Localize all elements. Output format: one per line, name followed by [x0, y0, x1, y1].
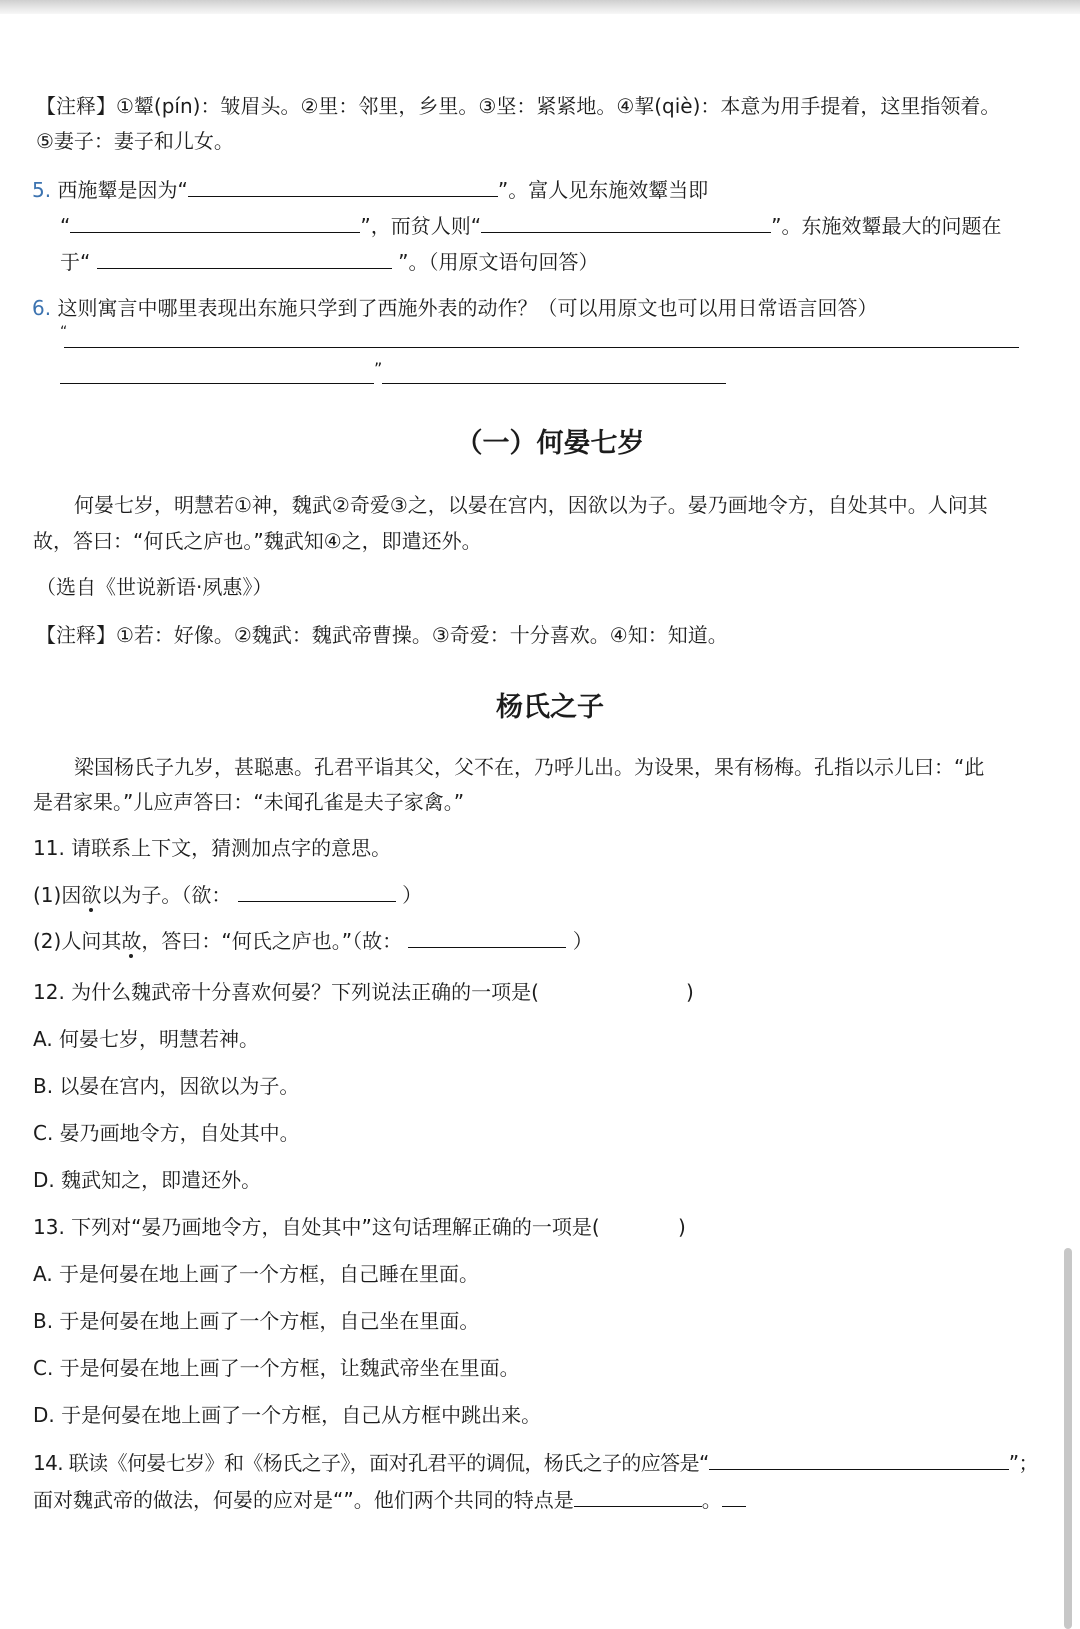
- answer-line[interactable]: [382, 383, 726, 384]
- question-14-line-2: 面对魏武帝的做法，何晏的应对是“”。他们两个共同的特点是 。: [33, 1484, 746, 1515]
- question-11-sub-2: (2)人问其故，答曰：“何氏之庐也。”（故： ）: [33, 925, 593, 956]
- answer-blank[interactable]: [408, 925, 566, 948]
- heyan-notes: 【注释】①若：好像。②魏武：魏武帝曹操。③奇爱：十分喜欢。④知：知道。: [36, 623, 728, 647]
- section-title-heyan: （一）何晏七岁: [455, 428, 645, 459]
- question-11-stem: 11. 请联系上下文，猜测加点字的意思。: [33, 836, 392, 860]
- question-13-option-c[interactable]: C. 于是何晏在地上画了一个方框，让魏武帝坐在里面。: [33, 1356, 520, 1380]
- question-14-line-1: 14. 联读《何晏七岁》和《杨氏之子》，面对孔君平的调侃，杨氏之子的应答是“ ”；: [33, 1447, 1038, 1478]
- answer-blank[interactable]: [188, 174, 498, 197]
- question-13-stem: 13. 下列对“晏乃画地令方，自处其中”这句话理解正确的一项是(: [33, 1215, 600, 1239]
- answer-blank[interactable]: [238, 879, 396, 902]
- close-quote: ”: [374, 359, 383, 378]
- question-6-number: 6.: [32, 296, 52, 320]
- question-12-stem: 12. 为什么魏武帝十分喜欢何晏？下列说法正确的一项是(: [33, 980, 539, 1004]
- question-6: 6. 这则寓言中哪里表现出东施只学到了西施外表的动作？（可以用原文也可以用日常语言回答）: [32, 296, 878, 320]
- answer-blank[interactable]: [574, 1484, 702, 1507]
- question-12-option-a[interactable]: A. 何晏七岁，明慧若神。: [33, 1027, 260, 1051]
- answer-line[interactable]: [60, 383, 374, 384]
- dotted-char: 欲: [81, 883, 102, 907]
- answer-line[interactable]: [64, 347, 1019, 348]
- question-13-option-a[interactable]: A. 于是何晏在地上画了一个方框，自己睡在里面。: [33, 1262, 480, 1286]
- open-quote: “: [60, 324, 68, 340]
- yang-paragraph-line-1: 梁国杨氏子九岁，甚聪惠。孔君平诣其父，父不在，乃呼儿出。为设果，果有杨梅。孔指以示儿曰：“此: [74, 755, 985, 779]
- answer-blank[interactable]: [97, 246, 392, 269]
- question-12-option-b[interactable]: B. 以晏在宫内，因欲以为子。: [33, 1074, 300, 1098]
- question-12-option-c[interactable]: C. 晏乃画地令方，自处其中。: [33, 1121, 300, 1145]
- answer-blank[interactable]: [709, 1447, 1009, 1470]
- answer-blank[interactable]: [70, 210, 360, 233]
- question-5-line-2: “ ”，而贫人则“ ”。东施效颦最大的问题在: [60, 210, 1001, 241]
- answer-blank[interactable]: [722, 1484, 746, 1507]
- yang-paragraph-line-2: 是君家果。”儿应声答曰：“未闻孔雀是夫子家禽。”: [33, 790, 465, 814]
- question-12-option-d[interactable]: D. 魏武知之，即遣还外。: [33, 1168, 262, 1192]
- notes-line-2: ⑤妻子：妻子和儿女。: [36, 129, 234, 153]
- question-13-option-b[interactable]: B. 于是何晏在地上画了一个方框，自己坐在里面。: [33, 1309, 480, 1333]
- question-5-line-1: 5. 西施颦是因为“ ”。富人见东施效颦当即: [32, 174, 708, 205]
- section-title-yang: 杨氏之子: [496, 692, 604, 723]
- heyan-source: （选自《世说新语·夙惠》）: [36, 575, 273, 599]
- question-11-sub-1: (1)因欲以为子。（欲： ）: [33, 879, 422, 910]
- dotted-char: 故: [121, 929, 142, 953]
- question-5-line-3: 于“ ”。（用原文语句回答）: [60, 246, 598, 277]
- scrollbar[interactable]: [1064, 1248, 1072, 1629]
- question-12-close-paren: ): [686, 980, 694, 1004]
- top-shadow-bar: [0, 0, 1080, 14]
- question-13-option-d[interactable]: D. 于是何晏在地上画了一个方框，自己从方框中跳出来。: [33, 1403, 542, 1427]
- heyan-paragraph-line-2: 故，答曰：“何氏之庐也。”魏武知④之，即遣还外。: [33, 529, 482, 553]
- question-5-number: 5.: [32, 178, 52, 202]
- heyan-paragraph-line-1: 何晏七岁，明慧若①神，魏武②奇爱③之，以晏在宫内，因欲以为子。晏乃画地令方，自处其中。人问其: [74, 493, 988, 517]
- answer-blank[interactable]: [481, 210, 771, 233]
- question-13-close-paren: ): [678, 1215, 686, 1239]
- notes-line-1: 【注释】①颦(pín)：皱眉头。②里：邻里，乡里。③坚：紧紧地。④挈(qiè)：本意为用手提着，这里指领着。: [36, 94, 1001, 118]
